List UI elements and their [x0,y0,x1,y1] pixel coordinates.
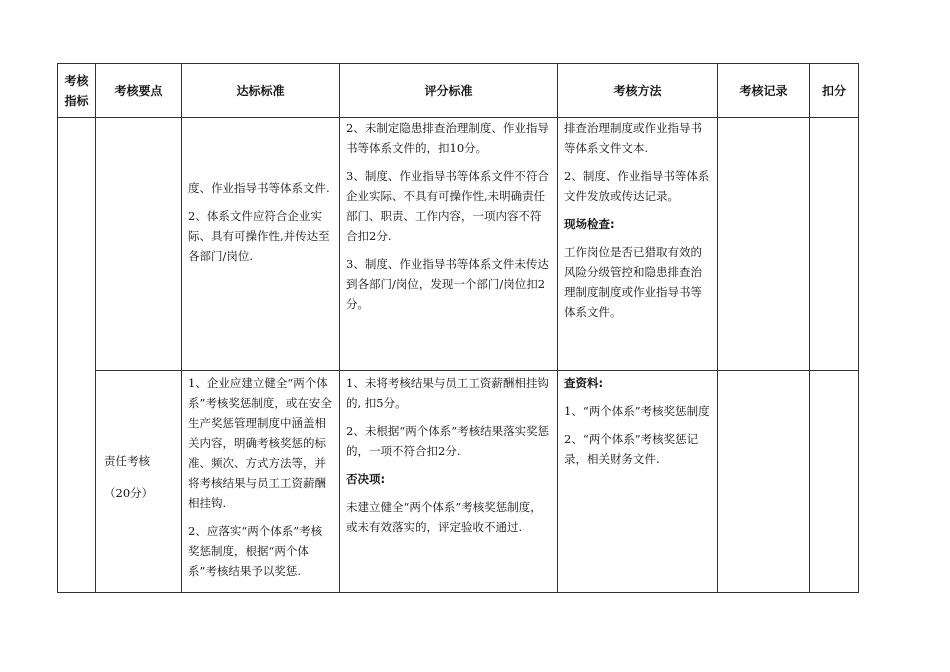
header-keypoint: 考核要点 [96,64,182,118]
method-text: 1、“两个体系”考核奖惩制度 [564,404,710,418]
standard-cell [182,371,340,593]
method-heading: 现场检查: [564,217,615,231]
scoring-cell [340,371,558,593]
method-cell [558,118,718,371]
standard-text: 2、体系文件应符合企业实际、具有可操作性,并传达至各部门/岗位. [188,209,330,263]
scoring-text: 2、未根据“两个体系”考核结果落实奖惩的，一项不符合扣2分. [346,424,550,458]
table-row [58,371,859,593]
header-row [58,64,859,118]
method-text: 排查治理制度或作业指导书等体系文件文本. [564,121,702,155]
standard-text: 1、企业应建立健全“两个体系”考核奖惩制度，或在安全生产奖惩管理制度中涵盖相关内容，明确考核奖惩的标准、频次、方式方法等，并将考核结果与员工工资薪酬相挂钩. [188,376,332,510]
deduction-cell [810,371,859,593]
veto-text: 未建立健全“两个体系”考核奖惩制度，或未有效落实的，评定验收不通过. [346,500,542,534]
record-cell [718,371,810,593]
scoring-text: 1、未将考核结果与员工工资薪酬相挂钩的, 扣5分。 [346,376,549,410]
table-row [58,118,859,371]
scoring-cell [340,118,558,371]
keypoint-cell [96,371,182,593]
header-method: 考核方法 [558,64,718,118]
header-deduction: 扣分 [810,64,859,118]
standard-cell [182,118,340,371]
keypoint-cell [96,118,182,371]
assessment-table [57,63,859,593]
method-text: 2、“两个体系”考核奖惩记录，相关财务文件. [564,432,699,466]
veto-heading: 否决项: [346,472,386,486]
header-scoring: 评分标准 [340,64,558,118]
scoring-text: 3、制度、作业指导书等体系文件未传达到各部门/岗位，发现一个部门/岗位扣2分。 [346,257,549,311]
method-heading: 查资料: [564,376,604,390]
indicator-cell [58,118,96,593]
scoring-text: 2、未制定隐患排查治理制度、作业指导书等体系文件的，扣10分。 [346,121,549,155]
standard-text: 度、作业指导书等体系文件. [188,181,330,195]
method-cell [558,371,718,593]
method-text: 工作岗位是否已猎取有效的风险分级管控和隐患排查治理制度制度或作业指导书等体系文件。 [564,245,702,319]
method-text: 2、制度、作业指导书等体系文件发放或传达记录。 [564,169,710,203]
deduction-cell [810,118,859,371]
header-standard: 达标标准 [182,64,340,118]
header-indicator: 考核指标 [58,64,96,118]
record-cell [718,118,810,371]
scoring-text: 3、制度、作业指导书等体系文件不符合企业实际、不具有可操作性,未明确责任部门、职责、工作内容，一项内容不符合扣2分. [346,169,549,243]
keypoint-title: 责任考核 [104,454,150,468]
keypoint-score: （20分） [104,486,154,500]
header-record: 考核记录 [718,64,810,118]
standard-text: 2、应落实“两个体系”考核奖惩制度，根据“两个体系”考核结果予以奖惩. [188,524,323,578]
